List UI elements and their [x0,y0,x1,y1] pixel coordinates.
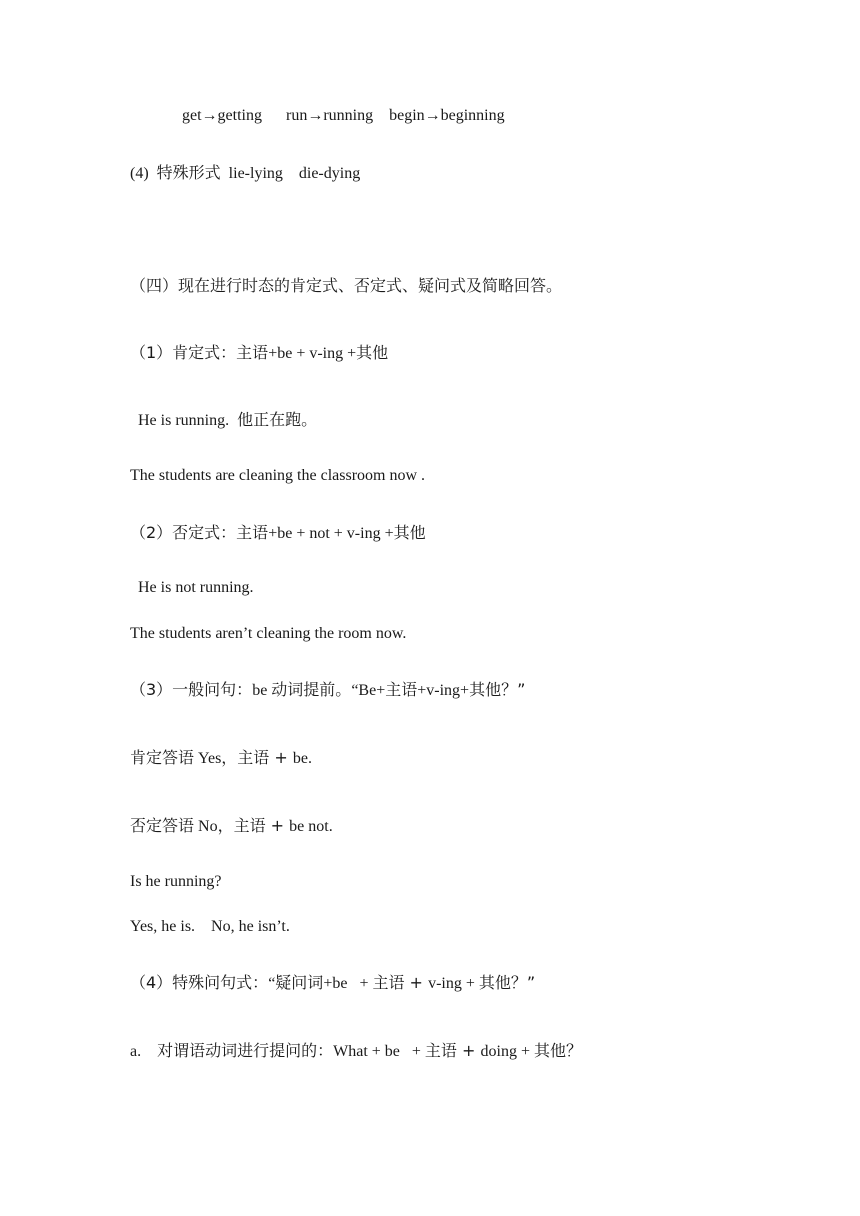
wh-question-rule [130,973,535,994]
question-rule [130,680,525,701]
rule-label: 肯定答语 [130,748,195,767]
rule-label: （2）否定式：主语 [130,523,269,542]
answer-word: No [194,818,218,835]
answer-word: Yes [194,750,222,767]
section-4-heading: （四）现在进行时态的肯定式、否定式、疑问式及简略回答。 [130,276,563,295]
spelling-rule-4 [130,163,360,184]
no-answer-rule [130,816,333,837]
answer-verb: be not. [289,818,333,835]
rule-suffix: 其他 [393,523,426,542]
answer-example: Yes, he is. No, he isn’t. [130,918,290,935]
rule-label: （1）肯定式：主语 [130,343,269,362]
question-example: Is he running? [130,873,222,890]
formula-what-be: What + be + [333,1043,425,1060]
rule-be: be [252,682,272,699]
answer-subject: ，主语 + [221,748,293,767]
formula-end: 其他？” [478,973,536,992]
spelling-example-doubling: get→getting run→running begin→beginning [182,107,505,124]
formula-subject: 主语 [385,680,418,699]
rule-text: 动词提前。 [271,680,352,699]
answer-subject: ，主语 + [217,816,290,835]
rule-suffix: 其他 [356,343,389,362]
negative-rule [130,523,426,544]
formula-be: +be + [323,975,373,992]
example-english: He is running. [130,412,238,429]
formula-wh-word: 疑问词 [275,973,324,992]
affirmative-rule [130,343,388,364]
rule-label: （4）特殊问句式： [130,973,269,992]
yes-answer-rule [130,748,312,769]
wh-question-a [130,1041,582,1062]
item-letter: a. [130,1043,158,1060]
rule-examples: lie-lying die-dying [220,165,361,182]
quote-open: “ [268,975,276,992]
formula-end: 其他？” [469,680,526,699]
affirmative-example-2: The students are cleaning the classroom now . [130,467,426,484]
rule-formula: +be + v-ing + [268,345,357,362]
rule-label: （3）一般问句： [130,680,253,699]
formula-verb: v-ing + [428,975,479,992]
rule-formula: +be + not + v-ing + [268,525,394,542]
rule-label: 否定答语 [130,816,195,835]
formula-end: 其他？ [533,1041,582,1060]
affirmative-example-1 [130,410,317,431]
answer-verb: be. [292,750,312,767]
formula-verb: +v-ing+ [417,682,470,699]
formula-subject: 主语 + [372,973,429,992]
rule-number: (4) [130,165,157,182]
item-label: 对谓语动词进行提问的： [157,1041,334,1060]
negative-example-2: The students aren’t cleaning the room now. [130,625,407,642]
formula-doing: doing + [480,1043,534,1060]
formula-subject: 主语 + [424,1041,481,1060]
formula-start: “Be+ [351,682,386,699]
example-chinese: 他正在跑。 [237,410,318,429]
rule-label: 特殊形式 [156,163,221,182]
negative-example-1: He is not running. [130,579,254,596]
